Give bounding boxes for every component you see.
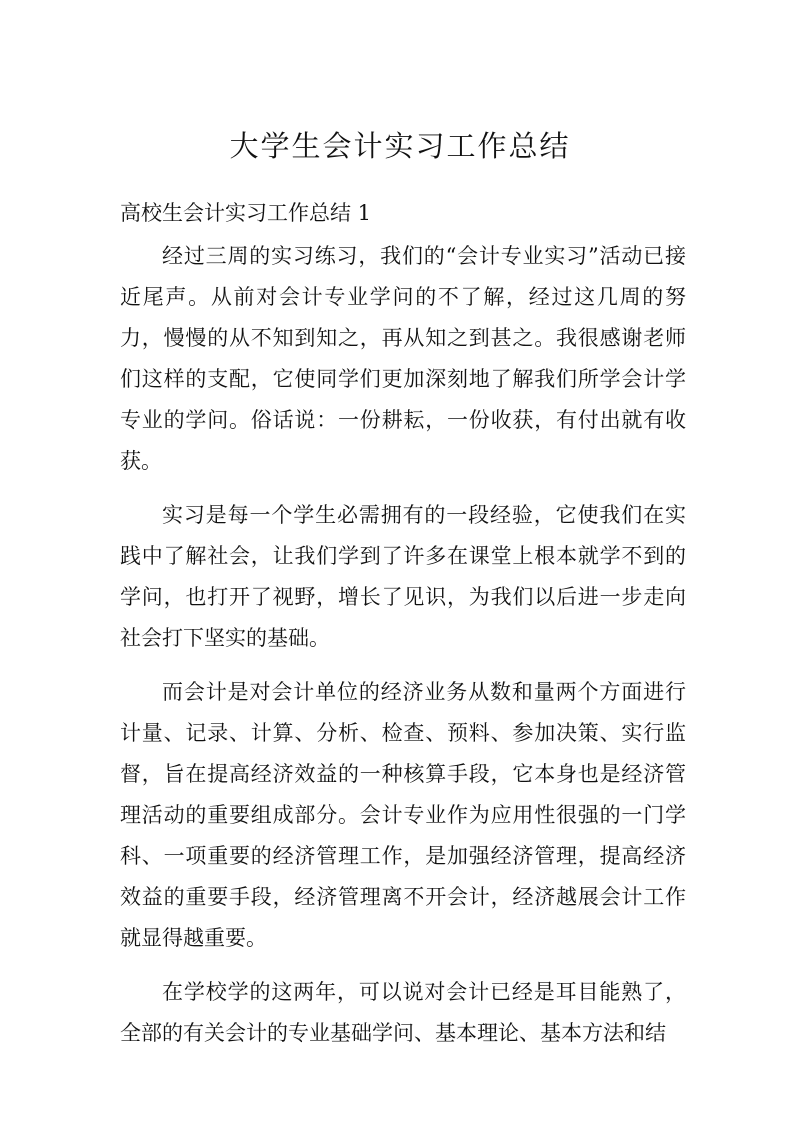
- document-body: [120, 236, 686, 1067]
- paragraph: 而会计是对会计单位的经济业务从数和量两个方面进行计量、记录、计算、分析、检查、预料、参加决策、实行监督，旨在提高经济效益的一种核算手段，它本身也是经济管理活动的重要组成部分。会计专业作为应用性很强的一门学科、一项重要的经济管理工作，是加强经济管理，提高经济效益的重要手段，经济管理离不开会计，经济越展会计工作就显得越重要。: [120, 680, 686, 950]
- document-title: 大学生会计实习工作总结: [229, 129, 571, 163]
- paragraph: 实习是每一个学生必需拥有的一段经验，它使我们在实践中了解社会，让我们学到了许多在课堂上根本就学不到的学问，也打开了视野，增长了见识，为我们以后进一步走向社会打下坚实的基础。: [120, 503, 686, 650]
- paragraph: 经过三周的实习练习，我们的“会计专业实习”活动已接近尾声。从前对会计专业学问的不了解，经过这几周的努力，慢慢的从不知到知之，再从知之到甚之。我很感谢老师们这样的支配，它使同学们更加深刻地了解我们所学会计学专业的学问。俗话说：一份耕耘，一份收获，有付出就有收获。: [120, 244, 686, 473]
- paragraph: 在学校学的这两年，可以说对会计已经是耳目能熟了，全部的有关会计的专业基础学问、基本理论、基本方法和结: [120, 980, 686, 1045]
- section-heading: 高校生会计实习工作总结 1: [120, 201, 372, 225]
